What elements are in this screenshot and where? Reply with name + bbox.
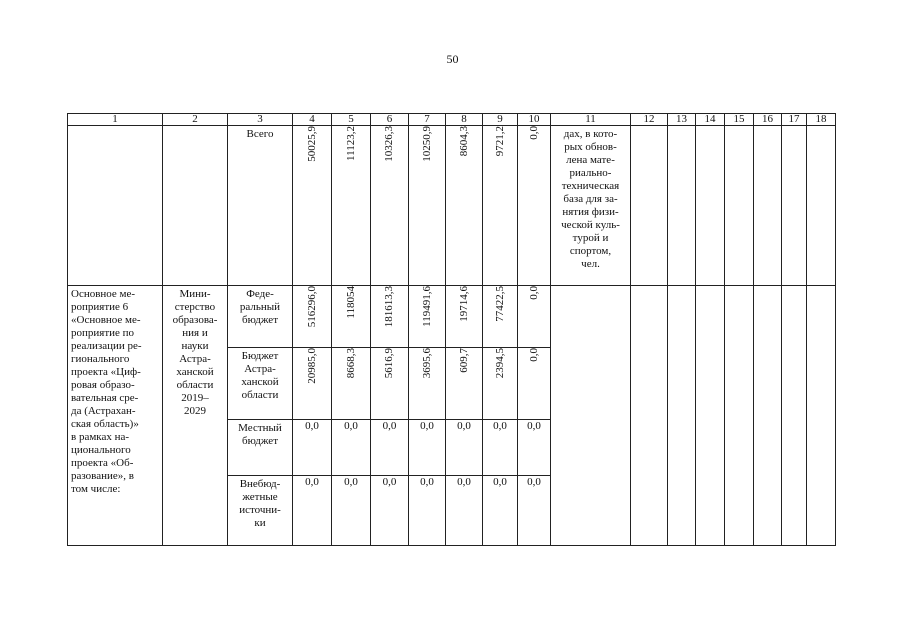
executor-cell (163, 286, 228, 546)
column-header: 4 (293, 114, 332, 126)
column-header: 18 (807, 114, 836, 126)
indicator-text (551, 126, 631, 286)
executor-cell-text: Мини- стерство образова- ния и науки Астра- ханской области 2019– 2029 (172, 288, 218, 417)
amount-cell (332, 126, 371, 286)
amount-cell (371, 420, 409, 476)
amount-cell (371, 126, 409, 286)
amount-value: 8604,3 (457, 126, 470, 157)
amount-value: 9721,2 (493, 126, 506, 157)
amount-cell (518, 126, 551, 286)
empty-cell (696, 126, 725, 286)
column-header: 9 (483, 114, 518, 126)
amount-value: 50025,9 (305, 126, 318, 162)
column-header: 2 (163, 114, 228, 126)
amount-cell (518, 420, 551, 476)
funding-source (228, 476, 293, 546)
amount-cell (293, 126, 332, 286)
page-number: 50 (446, 52, 459, 66)
amount-value: 0,0 (493, 420, 507, 432)
amount-value: 2394,5 (493, 348, 506, 379)
funding-source-text: Внебюд- жетные источни- ки (239, 478, 281, 529)
amount-value: 0,0 (527, 348, 540, 362)
column-header: 13 (668, 114, 696, 126)
empty-cell (696, 286, 725, 546)
column-header: 5 (332, 114, 371, 126)
column-header: 15 (725, 114, 754, 126)
amount-cell (483, 126, 518, 286)
amount-cell (483, 476, 518, 546)
funding-source (228, 420, 293, 476)
column-header: 8 (446, 114, 483, 126)
amount-cell (518, 348, 551, 420)
funding-source (228, 126, 293, 286)
amount-cell (409, 286, 446, 348)
empty-cell (725, 286, 754, 546)
empty-cell (631, 126, 668, 286)
empty-cell (807, 286, 836, 546)
amount-value: 3695,6 (420, 348, 433, 379)
amount-cell (446, 286, 483, 348)
funding-source (228, 286, 293, 348)
column-header: 3 (228, 114, 293, 126)
empty-cell (782, 286, 807, 546)
amount-cell (332, 420, 371, 476)
amount-cell (409, 348, 446, 420)
funding-source-text: Всего (246, 128, 274, 140)
empty-cell (631, 286, 668, 546)
empty-cell (754, 286, 782, 546)
amount-value: 609,7 (457, 348, 470, 373)
amount-value: 0,0 (344, 420, 358, 432)
column-header: 11 (551, 114, 631, 126)
column-header: 6 (371, 114, 409, 126)
funding-source-text: Местный бюджет (238, 422, 282, 447)
amount-value: 0,0 (305, 476, 319, 488)
amount-value: 0,0 (382, 476, 397, 488)
amount-value: 10250,9 (420, 126, 433, 162)
amount-cell (371, 476, 409, 546)
amount-value: 0,0 (420, 420, 434, 432)
amount-cell (409, 476, 446, 546)
amount-value: 20985,0 (305, 348, 318, 384)
amount-value: 11123,2 (344, 126, 357, 161)
amount-value: 516296,0 (305, 286, 318, 328)
column-header: 17 (782, 114, 807, 126)
amount-cell (293, 420, 332, 476)
column-header: 16 (754, 114, 782, 126)
activity-description-text: Основное ме- роприятие 6 «Основное ме- роприятие по реализации ре- гионального проекта «Циф- ровая образо- вательная сре- да (Астрахан- ская область)» в рамках на- ционального проекта «Об- разование», в том числе: (71, 288, 142, 495)
amount-value: 0,0 (493, 476, 507, 488)
table-row-total (68, 126, 836, 286)
column-header: 10 (518, 114, 551, 126)
column-header: 7 (409, 114, 446, 126)
empty-cell (782, 126, 807, 286)
amount-value: 0,0 (527, 420, 541, 432)
amount-value: 119491,6 (420, 286, 433, 327)
amount-value: 0,0 (344, 476, 358, 488)
amount-cell (293, 348, 332, 420)
amount-value: 10326,3 (383, 126, 395, 162)
amount-cell (483, 420, 518, 476)
funding-source-text: Бюджет Астра- ханской области (241, 350, 279, 401)
empty-cell (68, 126, 163, 286)
funding-source (228, 348, 293, 420)
header-row (68, 114, 836, 126)
amount-cell (518, 286, 551, 348)
amount-value: 0,0 (457, 420, 471, 432)
amount-value: 0,0 (382, 420, 397, 432)
indicator-text-text: дах, в кото- рых обнов- лена мате- риально- техническая база для за- нятия физи- ческой куль- турой и спортом, чел. (561, 128, 620, 270)
amount-value: 0,0 (420, 476, 434, 488)
amount-cell (446, 420, 483, 476)
amount-cell (483, 348, 518, 420)
amount-value: 77422,5 (493, 286, 506, 322)
funding-source-text: Феде- ральный бюджет (239, 288, 281, 326)
amount-value: 0,0 (305, 420, 319, 432)
amount-cell (332, 348, 371, 420)
amount-cell (409, 420, 446, 476)
empty-cell (668, 286, 696, 546)
amount-cell (293, 476, 332, 546)
column-header: 12 (631, 114, 668, 126)
amount-value: 0,0 (527, 286, 540, 300)
amount-value: 0,0 (457, 476, 471, 488)
empty-cell (551, 286, 631, 546)
activity-description (68, 286, 163, 546)
empty-cell (807, 126, 836, 286)
amount-cell (409, 126, 446, 286)
amount-value: 19714,6 (457, 286, 470, 322)
amount-value: 0,0 (527, 476, 541, 488)
amount-cell (446, 126, 483, 286)
column-header: 14 (696, 114, 725, 126)
amount-cell (371, 286, 409, 348)
amount-value: 5616,9 (383, 348, 395, 379)
empty-cell (163, 126, 228, 286)
amount-value: 181613,3 (383, 286, 395, 328)
empty-cell (754, 126, 782, 286)
amount-cell (518, 476, 551, 546)
amount-cell (332, 286, 371, 348)
amount-cell (446, 348, 483, 420)
amount-cell (483, 286, 518, 348)
table-row (68, 286, 836, 348)
column-header: 1 (68, 114, 163, 126)
amount-value: 118054 (344, 286, 357, 319)
empty-cell (668, 126, 696, 286)
amount-cell (332, 476, 371, 546)
amount-cell (446, 476, 483, 546)
budget-table (67, 113, 836, 546)
amount-cell (371, 348, 409, 420)
amount-value: 8668,3 (344, 348, 357, 379)
empty-cell (725, 126, 754, 286)
amount-cell (293, 286, 332, 348)
amount-value: 0,0 (527, 126, 540, 140)
